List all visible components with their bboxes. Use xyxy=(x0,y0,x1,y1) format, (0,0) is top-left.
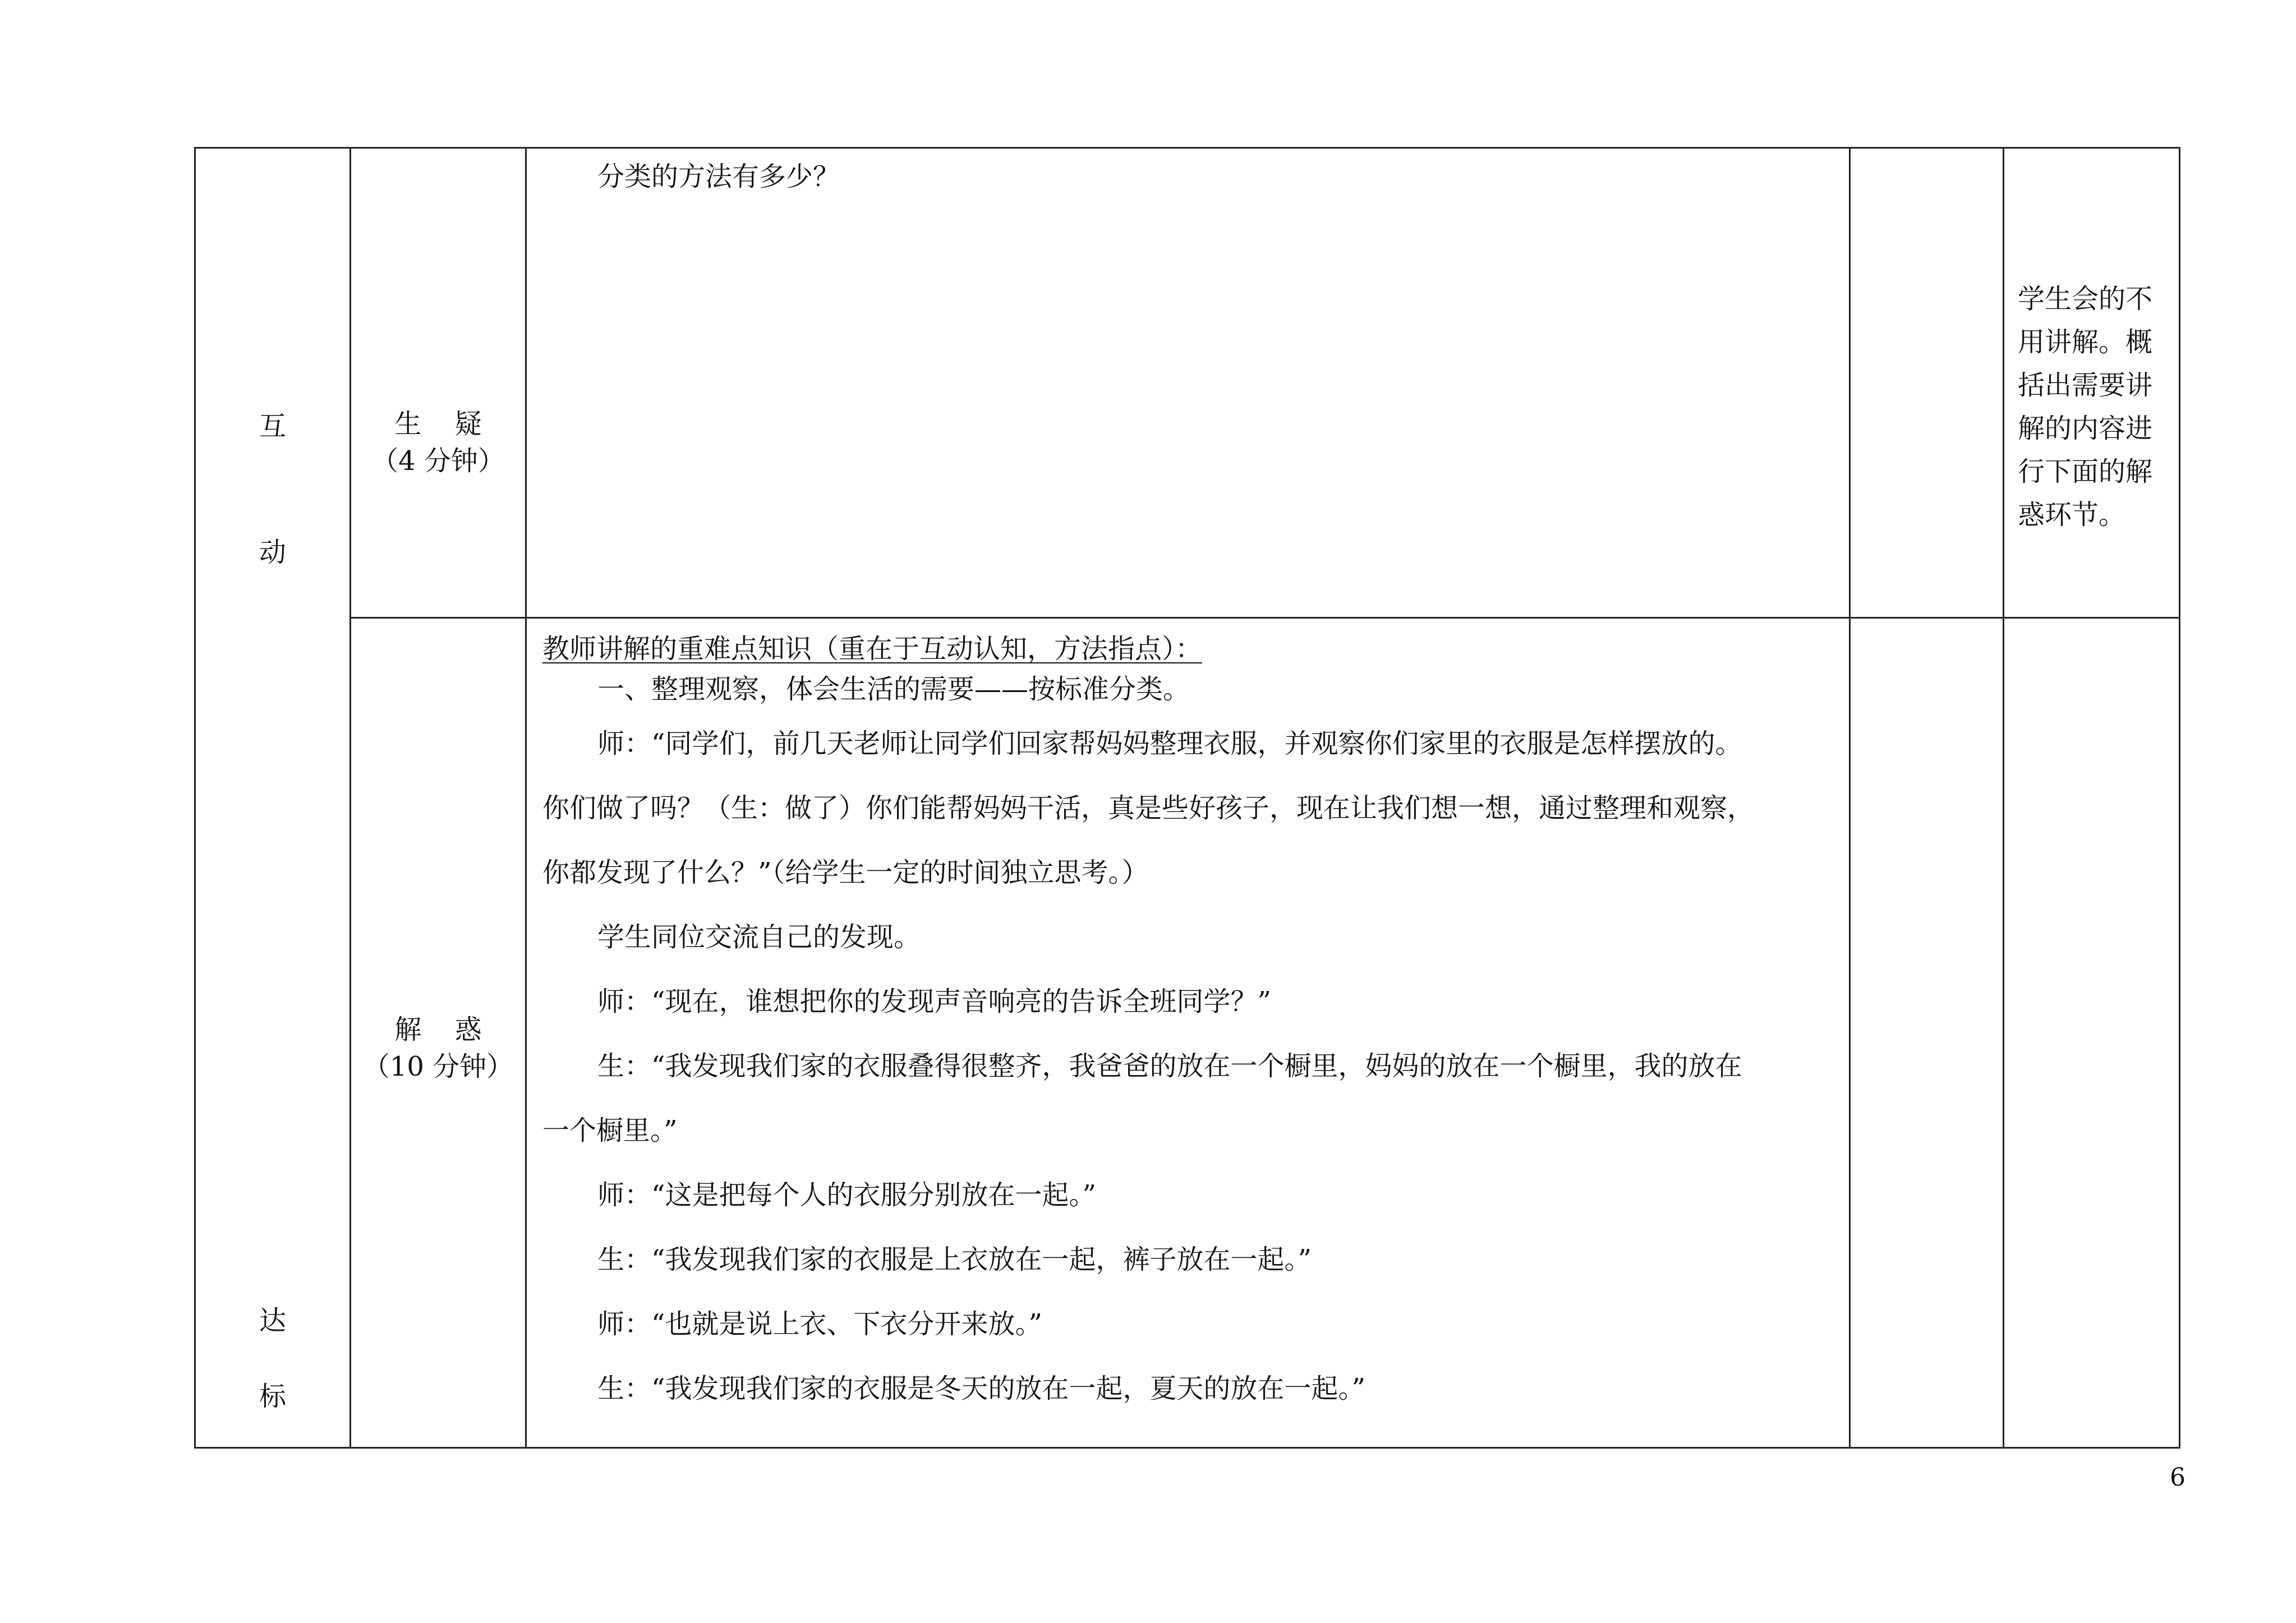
content-line: 师：“也就是说上衣、下衣分开来放。” xyxy=(597,1308,1043,1340)
content-line: 师：“这是把每个人的衣服分别放在一起。” xyxy=(597,1179,1097,1211)
stage-cell xyxy=(195,148,351,1448)
content-line: 你们做了吗？（生：做了）你们能帮妈妈干活，真是些好孩子，现在让我们想一想，通过整理和观察， xyxy=(542,792,1755,824)
content-cell-jiehuo xyxy=(526,618,1850,1448)
content-line: 分类的方法有多少？ xyxy=(597,161,840,192)
phase-time: （4 分钟） xyxy=(371,445,505,477)
empty-cell xyxy=(1850,148,2004,618)
phase-time: （10 分钟） xyxy=(362,1051,514,1082)
stage-char-dong: 动 xyxy=(259,537,286,568)
content-line: 生：“我发现我们家的衣服是上衣放在一起，裤子放在一起。” xyxy=(597,1244,1312,1275)
note-line: 解的内容进 xyxy=(2018,413,2153,444)
phase-cell-shengyi xyxy=(351,148,526,618)
table-row-jiehuo xyxy=(195,618,2180,1448)
content-line: 你都发现了什么？”（给学生一定的时间独立思考。） xyxy=(542,857,1149,888)
stage-char-hu: 互 xyxy=(259,411,286,442)
phase-name: 生 疑 xyxy=(394,408,494,440)
content-line: 学生同位交流自己的发现。 xyxy=(597,921,921,953)
lesson-plan-table xyxy=(194,147,2180,1449)
content-line: 一、整理观察，体会生活的需要——按标准分类。 xyxy=(597,674,1190,705)
content-line: 生：“我发现我们家的衣服叠得很整齐，我爸爸的放在一个橱里，妈妈的放在一个橱里，我的放在 xyxy=(597,1050,1742,1082)
content-cell-shengyi xyxy=(526,148,1850,618)
page-number: 6 xyxy=(2170,1463,2185,1492)
content-heading: 教师讲解的重难点知识（重在于互动认知，方法指点）： xyxy=(542,633,1203,665)
table-row-shengyi xyxy=(195,148,2180,618)
content-line: 师：“现在，谁想把你的发现声音响亮的告诉全班同学？” xyxy=(597,986,1272,1017)
note-line: 用讲解。概 xyxy=(2018,326,2153,358)
stage-char-da: 达 xyxy=(259,1305,286,1336)
phase-name: 解 惑 xyxy=(394,1014,494,1045)
content-text xyxy=(542,631,1835,1421)
note-text xyxy=(2018,278,2173,537)
phase-cell-jiehuo xyxy=(351,618,526,1448)
phase-label xyxy=(351,1011,525,1085)
content-line: 生：“我发现我们家的衣服是冬天的放在一起，夏天的放在一起。” xyxy=(597,1373,1366,1404)
content-line: 一个橱里。” xyxy=(542,1115,678,1146)
note-line: 惑环节。 xyxy=(2018,499,2126,531)
note-line: 行下面的解 xyxy=(2018,456,2153,487)
stage-char-biao: 标 xyxy=(259,1381,286,1412)
note-line: 括出需要讲 xyxy=(2018,370,2153,401)
phase-label xyxy=(351,405,525,479)
note-cell-shengyi xyxy=(2004,148,2180,618)
content-text xyxy=(542,159,1835,195)
content-line: 师：“同学们，前几天老师让同学们回家帮妈妈整理衣服，并观察你们家里的衣服是怎样摆放的。 xyxy=(597,728,1742,759)
empty-cell xyxy=(1850,618,2004,1448)
empty-cell xyxy=(2004,618,2180,1448)
note-line: 学生会的不 xyxy=(2018,283,2153,315)
